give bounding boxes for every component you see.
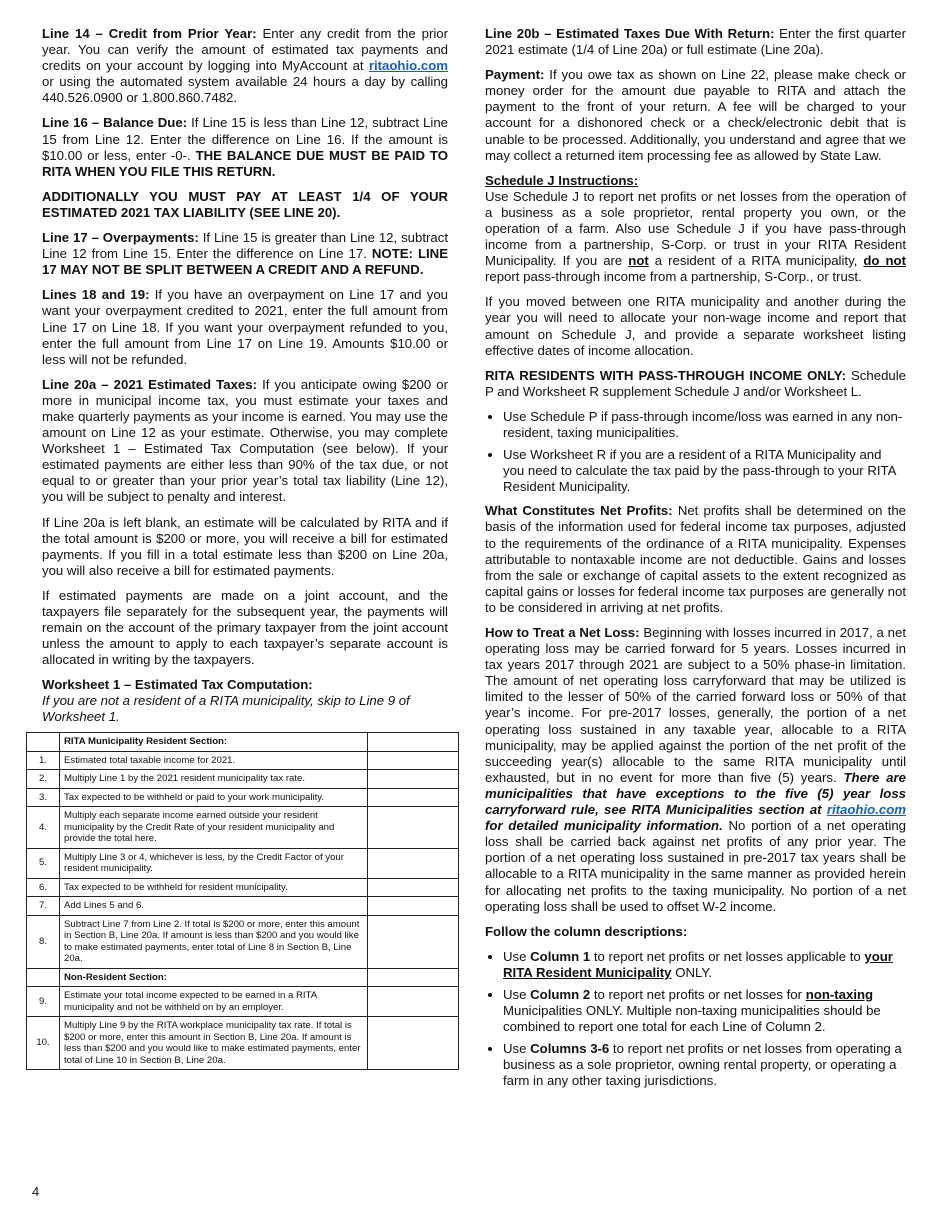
list-item: • Use Columns 3-6 to report net profits or net losses from operating a business as a sole proprietor, owning rental property, or operating a farm in any other taxing jurisdictions. [503,1041,906,1089]
table-row [27,968,459,987]
follow-heading: Follow the column descriptions: [485,923,688,939]
list-item: • Use Column 1 to report net profits or net losses applicable to your RITA Resident Municipality ONLY. [503,949,906,981]
passthrough-paragraph [485,368,906,400]
worksheet-title: Worksheet 1 – Estimated Tax Computation: [42,677,313,693]
row-description: Multiply Line 3 or 4, whichever is less, by the Credit Factor of your resident municipality. [60,848,368,878]
line14-text: Enter any credit from the prior year. You can verify the amount of estimated tax payments and credits on your account by logging into MyAccount at [42,26,448,74]
amount-cell[interactable] [368,878,459,897]
row-number: 5. [27,848,60,878]
table-row [27,897,459,916]
line18-heading: Lines 18 and 19: [42,287,150,303]
amount-cell[interactable] [368,987,459,1017]
table-row [27,788,459,807]
amount-cell[interactable] [368,788,459,807]
row-number: 4. [27,807,60,849]
schedule-j-paragraph [485,189,906,286]
amount-cell[interactable] [368,915,459,968]
list-item: • Use Schedule P if pass-through income/loss was earned in any non-resident, taxing municipalities. [503,409,906,441]
row-number: 6. [27,878,60,897]
row-description: Add Lines 5 and 6. [60,897,368,916]
amount-cell[interactable] [368,751,459,770]
column-description-list [485,949,906,1090]
table-row [27,915,459,968]
net-loss-heading: How to Treat a Net Loss: [485,625,640,640]
row-number: 7. [27,897,60,916]
line16-bold: THE BALANCE DUE MUST BE PAID TO RITA WHEN YOU FILE THIS RETURN. [42,147,449,179]
table-row [27,848,459,878]
row-description: Subtract Line 7 from Line 2. If total is $200 or more, enter this amount in Section B, Line 20a. If amount is less than $200 and you would like to make estimated payments, enter total of Line 8 in Section B, Line 20a. [60,915,368,968]
right-column [485,26,906,1098]
net-profits-paragraph [485,503,906,616]
row-description: Tax expected to be withheld or paid to your work municipality. [60,788,368,807]
amount-cell[interactable] [368,733,459,752]
ritaohio-link[interactable]: ritaohio.com [826,802,906,818]
ritaohio-link[interactable]: ritaohio.com [368,58,448,74]
net-loss-bold2: for detailed municipality information. [485,818,723,834]
net-loss-paragraph [485,625,906,915]
table-row [27,751,459,770]
nonresident-section-header: Non-Resident Section: [60,968,368,987]
line14-heading: Line 14 – Credit from Prior Year: [42,26,257,41]
line18-paragraph [42,287,448,367]
passthrough-text: Schedule P and Worksheet R supplement Schedule J and/or Worksheet L. [485,367,907,399]
payment-text: If you owe tax as shown on Line 22, please make check or money order for the amount due payable to RITA and attach the payment to the front of your return. A fee will be charged to your account for a dishonored check or a check/electronic debit that is unable to be processed. Additionally, you understand and agree that we may collect a returned item processing fee as allowed by State Law. [485,67,906,163]
line17-paragraph [42,230,448,278]
line17-text: If Line 15 is greater than Line 12, subtract Line 12 from Line 15. Enter the difference on Line 17. [42,230,448,262]
row-number: 2. [27,770,60,789]
line17-bold: NOTE: LINE 17 MAY NOT BE SPLIT BETWEEN A CREDIT AND A REFUND. [42,246,448,278]
payment-paragraph [485,67,906,164]
line18-text: If you have an overpayment on Line 17 and you want your overpayment credited to 2021, enter the full amount from Line 17 on Line 18. If you want your overpayment refunded to you, enter the full amount from Line 17 on Line 19. Amounts $10.00 or less will not be refunded. [42,287,448,367]
row-description: Estimate your total income expected to be earned in a RITA municipality and not be withheld on by an employer. [60,987,368,1017]
row-number: 1. [27,751,60,770]
joint-account-paragraph: If estimated payments are made on a joint account, and the taxpayers file separately for the subsequent year, the payments will remain on the account of the primary taxpayer from the joint account unless the amount to apply to each taxpayer’s separate account is allocated in writing by the taxpayers. [42,587,448,668]
table-row [27,733,459,752]
table-row [27,770,459,789]
moved-paragraph: If you moved between one RITA municipality and another during the year you will need to allocate your non-wage income and report that amount on Schedule J, and provide a separate worksheet listing effective dates of income allocation. [485,294,906,358]
worksheet-table [26,732,459,1070]
do-not-emphasis: do not [863,253,906,269]
schedule-j-text: Use Schedule J to report net profits or net losses from the operation of a business as a sole proprietor, rental property you own, or the operation of a farm. Also use Schedule J if you have pass-through income from a partnership, S-Corp. or trust in your RITA Resident Municipality. If you are [485,188,906,269]
net-profits-heading: What Constitutes Net Profits: [485,503,673,519]
amount-cell[interactable] [368,897,459,916]
line20a-text: If you anticipate owing $200 or more in municipal income tax, you must estimate your taxes and make quarterly payments as your income is earned. You may use the amount on Line 12 as your estimate. Otherwise, you may complete Worksheet 1 – Estimated Tax Computation (see below). If your estimated payments are either less than 90% of the tax due, or not equal to or greater than your prior year’s total tax liability (Line 12), you will be subject to penalty and interest. [42,376,449,505]
table-row [27,987,459,1017]
row-description: Multiply Line 9 by the RITA workplace municipality tax rate. If total is $200 or more, enter this amount in Section B, Line 20a. If amount is less than $200 and you would like to make estimated payments, enter total of Line 10 in Section B, Line 20a. [60,1017,368,1070]
row-description: Multiply Line 1 by the 2021 resident municipality tax rate. [60,770,368,789]
net-loss-bold: There are municipalities that have exceptions to the five (5) year loss carryforward rule, see RITA Municipalities section at [485,769,906,818]
row-description: Estimated total taxable income for 2021. [60,751,368,770]
net-loss-text: Beginning with losses incurred in 2017, a net operating loss may be carried forward for 5 years. Losses incurred in tax years 2017 through 2021 are subject to a 50% phase-in limitation. The amount of net operating loss carryforward that may be utilized is limited to the lesser of 50% of the carried forward loss or 50% of that year’s income. For pre-2017 losses, generally, the portion of a net operating loss sustained in any taxable year, allocable to a RITA municipality, may be applied against the portion of the net profit of the succeeding year(s) allocable to the same RITA municipality until exhausted, but in no event for more than five (5) years. [485,625,906,785]
line20a-heading: Line 20a – 2021 Estimated Taxes: [42,376,257,392]
net-profits-text: Net profits shall be determined on the basis of the information used for federal income tax purposes, adjusted to the requirements of the ordinance of a RITA municipality. Expenses attributable to nontaxable income are not deductible. Gains and losses from the sale or exchange of capital assets to the extent recognized as capital gains or losses for federal income tax purposes are generally not to be considered in arriving at net profits. [485,503,906,615]
line14-text2: or using the automated system available 24 hours a day by calling 440.526.0900 or 1.800.860.7482. [42,74,448,106]
table-row [27,1017,459,1070]
amount-cell[interactable] [368,968,459,987]
left-column [42,26,448,725]
resident-section-header: RITA Municipality Resident Section: [60,733,368,752]
row-number: 3. [27,788,60,807]
amount-cell[interactable] [368,770,459,789]
line17-heading: Line 17 – Overpayments: [42,230,199,246]
list-item: • Use Column 2 to report net profits or net losses for non-taxing Municipalities ONLY. Multiple non-taxing municipalities should be combined to report one total for each Line of Column 2. [503,987,906,1035]
amount-cell[interactable] [368,848,459,878]
line14-paragraph [42,26,448,106]
list-item: • Use Worksheet R if you are a resident of a RITA Municipality and you need to calculate the tax paid by the pass-through to your RITA Resident Municipality. [503,447,906,495]
passthrough-heading: RITA RESIDENTS WITH PASS-THROUGH INCOME ONLY: [485,367,847,383]
worksheet-note: If you are not a resident of a RITA municipality, skip to Line 9 of Worksheet 1. [42,693,410,725]
row-number: 8. [27,915,60,968]
line20b-paragraph [485,26,906,58]
line20b-text: Enter the first quarter 2021 estimate (1/4 of Line 20a) or full estimate (Line 20a). [485,26,906,58]
line20b-heading: Line 20b – Estimated Taxes Due With Return: [485,26,775,41]
line16-heading: Line 16 – Balance Due: [42,115,188,131]
schedule-p-list [485,409,906,495]
row-number: 10. [27,1017,60,1070]
additionally-paragraph: ADDITIONALLY YOU MUST PAY AT LEAST 1/4 OF YOUR ESTIMATED 2021 TAX LIABILITY (SEE LINE 20). [42,188,448,220]
schedule-j-text3: report pass-through income from a partnership, S-Corp., or trust. [485,269,862,285]
schedule-j-text2: a resident of a RITA municipality, [648,253,864,269]
row-description: Tax expected to be withheld for resident municipality. [60,878,368,897]
line16-paragraph [42,115,448,179]
line16-text: If Line 15 is less than Line 12, subtract Line 15 from Line 12. Enter the difference on Line 16. If the amount is $10.00 or less, enter -0-. [42,115,448,163]
payment-heading: Payment: [485,67,545,83]
amount-cell[interactable] [368,1017,459,1070]
amount-cell[interactable] [368,807,459,849]
line20a-paragraph [42,377,448,506]
not-emphasis: not [628,253,649,269]
table-row [27,807,459,849]
page-number: 4 [32,1184,40,1199]
row-number: 9. [27,987,60,1017]
blank-estimate-paragraph: If Line 20a is left blank, an estimate will be calculated by RITA and if the total amount is $200 or more, you will receive a bill for estimated payments. If you fill in a total estimate less than $200 on Line 20a, you will also receive a bill for estimated payments. [42,514,448,578]
net-loss-text2: No portion of a net operating loss shall be carried back against net profits of any prior year. The portion of a net operating loss sustained in pre-2017 tax years shall be allocable to a RITA municipality in the same manner as provided herein for allocating net profits to the taxing municipality. No portion of a net operating loss shall be used to offset W-2 income. [485,818,906,914]
row-description: Multiply each separate income earned outside your resident municipality by the Credit Rate of your resident municipality and provide the total here. [60,807,368,849]
schedule-j-heading: Schedule J Instructions: [485,172,639,188]
table-row [27,878,459,897]
